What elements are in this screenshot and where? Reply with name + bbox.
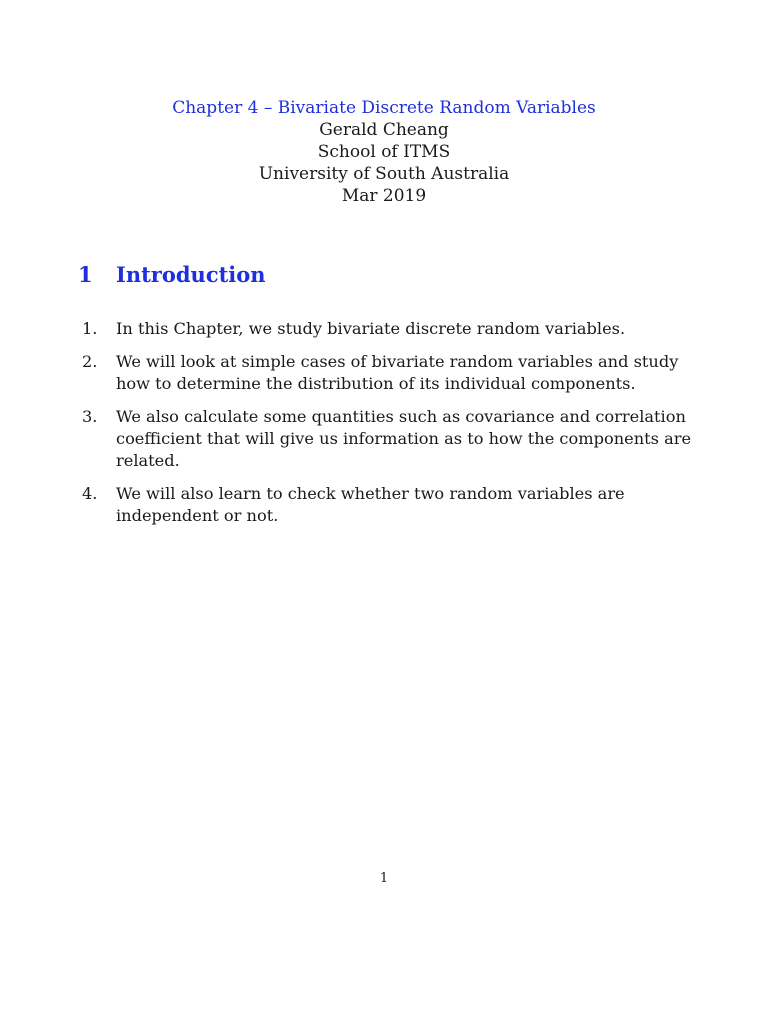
list-item — [82, 318, 694, 340]
intro-list — [82, 318, 694, 538]
document-date: Mar 2019 — [341, 186, 427, 206]
school-name: School of ITMS — [317, 142, 451, 162]
list-item — [82, 351, 694, 395]
list-item-number: 1. — [82, 319, 98, 338]
list-item-number: 3. — [82, 407, 98, 426]
list-item-text: We also calculate some quantities such as covariance and correlation coefficient that will give us information as to how the components are related. — [116, 407, 692, 470]
list-item-text: In this Chapter, we study bivariate discrete random variables. — [116, 319, 626, 338]
section-heading — [78, 262, 266, 287]
university-name: University of South Australia — [258, 164, 510, 184]
section-title: Introduction — [116, 262, 266, 287]
author-name: Gerald Cheang — [319, 120, 449, 140]
list-item-number: 4. — [82, 484, 98, 503]
section-number: 1 — [78, 262, 93, 287]
list-item-text: We will also learn to check whether two random variables are independent or not. — [116, 484, 625, 525]
list-item — [82, 406, 694, 472]
title-block — [0, 97, 768, 207]
list-item-text: We will look at simple cases of bivariate random variables and study how to determine the distribution of its individual components. — [116, 352, 679, 393]
page-number: 1 — [379, 871, 389, 886]
list-item-number: 2. — [82, 352, 98, 371]
list-item — [82, 483, 694, 527]
chapter-title: Chapter 4 – Bivariate Discrete Random Variables — [172, 98, 596, 118]
